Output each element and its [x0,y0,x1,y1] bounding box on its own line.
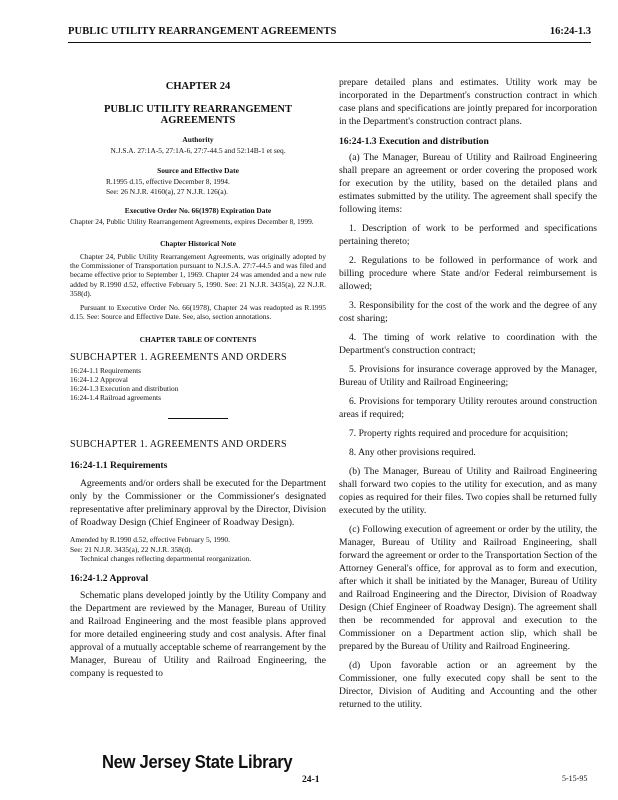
toc-entry-title: Railroad agreements [100,393,161,403]
toc-entry [70,393,326,402]
header-title: PUBLIC UTILITY REARRANGEMENT AGREEMENTS [68,26,337,37]
authority-text: N.J.S.A. 27:1A-5, 27:1A-6, 27:7-44.5 and 52:14B-1 et seq. [110,146,286,155]
section-1-3-heading: 16:24-1.3 Execution and distribution [339,136,489,147]
toc-subchapter: SUBCHAPTER 1. AGREEMENTS AND ORDERS [70,352,287,364]
subchapter-heading: SUBCHAPTER 1. AGREEMENTS AND ORDERS [70,439,287,451]
list-item: 3. Responsibility for the cost of the work and the degree of any cost sharing; [339,300,597,324]
section-1-1-note: Technical changes reflecting departmental reorganization. [80,554,252,564]
chapter-number: CHAPTER 24 [165,81,231,92]
list-item: 4. The timing of work relative to coordination with the Department's construction contract; [339,332,597,356]
toc-entry-number: 16:24-1.2 [70,375,99,385]
list-item: 7. Property rights required and procedure for acquisition; [349,428,568,439]
list-item: 1. Description of work to be performed and specifications pertaining thereto; [339,223,597,247]
running-header [68,26,591,43]
section-1-2-text: Schematic plans developed jointly by the Utility Company and the Department are reviewed by the Manager, Bureau of Utility and Railroad Engineering and the most feasible plans approved for more detailed engineering study and cost analysis. After final approval of a mutually acceptable scheme of rearrangement by the Manager, Bureau of Utility and Railroad Engineering, the company is requested to [70,589,326,679]
executive-order-text: Chapter 24, Public Utility Rearrangement Agreements, expires December 8, 1999. [70,217,314,227]
authority-heading: Authority [182,135,214,144]
section-1-1-citation: See: 21 N.J.R. 3435(a), 22 N.J.R. 358(d). [70,544,193,554]
continued-text: prepare detailed plans and estimates. Utility work may be incorporated in the Department's construction contract in which case plans and specifications are jointly prepared for incorporation in the Department's construction contract plans. [339,77,597,127]
section-1-1-amendment: Amended by R.1990 d.52, effective February 5, 1990. [70,535,230,545]
toc-entry-title: Execution and distribution [100,384,179,394]
page-date: 5-15-95 [562,774,588,783]
source-heading: Source and Effective Date [157,166,239,176]
source-line2: See: 26 N.J.R. 4160(a), 27 N.J.R. 126(a). [106,186,228,196]
historical-note-text2: Pursuant to Executive Order No. 66(1978), Chapter 24 was readopted as R.1995 d.15. See: Source and Effective Date. See, also, section annotations. [70,302,326,322]
toc-entry [70,375,326,384]
toc-entry-number: 16:24-1.1 [70,366,99,376]
list-item: 5. Provisions for insurance coverage approved by the Manager, Bureau of Utility and Railroad Engineering; [339,364,597,388]
section-1-1-text: Agreements and/or orders shall be executed for the Department only by the Commissioner or the Commissioner's designated representative after preliminary approval by the Director, Division of Roadway Design (Chief Engineer of Roadway Design). [70,478,326,529]
section-1-3-b: (b) The Manager, Bureau of Utility and Railroad Engineering shall forward two copies to the utility for execution, and as many copies as required for their files. Two copies shall be returned fully executed by the utility. [339,466,597,516]
toc-entry [70,366,326,375]
section-1-3-a: (a) The Manager, Bureau of Utility and Railroad Engineering shall prepare an agreement or order covering the proposed work for execution by the utility, based on the detailed plans and estimates submitted by the utility. The agreement shall specify the following items: [339,152,597,215]
section-1-3-d: (d) Upon favorable action or an agreement by the Commissioner, one fully executed copy shall be sent to the Director, Division of Auditing and Accounting and the other returned to the utility. [339,660,597,710]
section-1-3-c: (c) Following execution of agreement or order by the utility, the Manager, Bureau of Utility and Railroad Engineering, shall forward the agreement or order to the Transportation Section of the Attorney General's office, for approval as to form and execution, after which it shall be initiated by the Manager, Bureau of Utility and Railroad Engineering and the Director, Division of Roadway Design (Chief Engineer of Roadway Design). The agreement shall then be recommended for approval and execution to the Commissioner on a Department action slip, which shall be prepared by the Bureau of Utility and Railroad Engineering. [339,524,597,652]
section-1-1-heading: 16:24-1.1 Requirements [70,460,168,472]
toc-entry-title: Requirements [100,366,142,376]
toc-list [70,366,326,402]
chapter-title-line2: AGREEMENTS [160,115,236,126]
source-line1: R.1995 d.15, effective December 8, 1994. [106,177,230,187]
right-column [339,76,597,711]
toc-entry-number: 16:24-1.4 [70,393,99,403]
historical-note-heading: Chapter Historical Note [160,238,236,248]
header-section: 16:24-1.3 [549,26,591,37]
toc-entry [70,384,326,393]
section-1-2-heading: 16:24-1.2 Approval [70,572,149,584]
list-item: 2. Regulations to be followed in performance of work and billing procedure where State and/or Federal reimbursement is allowed; [339,255,597,292]
left-column [70,76,326,680]
library-stamp: New Jersey State Library [102,752,293,772]
page-number: 24-1 [302,774,320,785]
section-divider [168,418,228,419]
list-item: 6. Provisions for temporary Utility reroutes around construction areas if required; [339,396,597,420]
toc-entry-number: 16:24-1.3 [70,384,99,394]
toc-heading: CHAPTER TABLE OF CONTENTS [139,335,257,345]
list-item: 8. Any other provisions required. [349,447,476,458]
toc-entry-title: Approval [100,375,128,385]
chapter-title-line1: PUBLIC UTILITY REARRANGEMENT [103,104,293,115]
historical-note-text1: Chapter 24, Public Utility Rearrangement Agreements, was originally adopted by the Commissioner of Transportation pursuant to N.J.S.A. 27:7-44.5 and was filed and became effective prior to September 1, 1969. Chapter 24 was amended and a new rule added by R.1990 d.52, effective February 5, 1990. See: 21 N.J.R. 3435(a), 22 N.J.R. 358(d). [70,251,326,299]
executive-order-heading: Executive Order No. 66(1978) Expiration Date [124,206,272,216]
